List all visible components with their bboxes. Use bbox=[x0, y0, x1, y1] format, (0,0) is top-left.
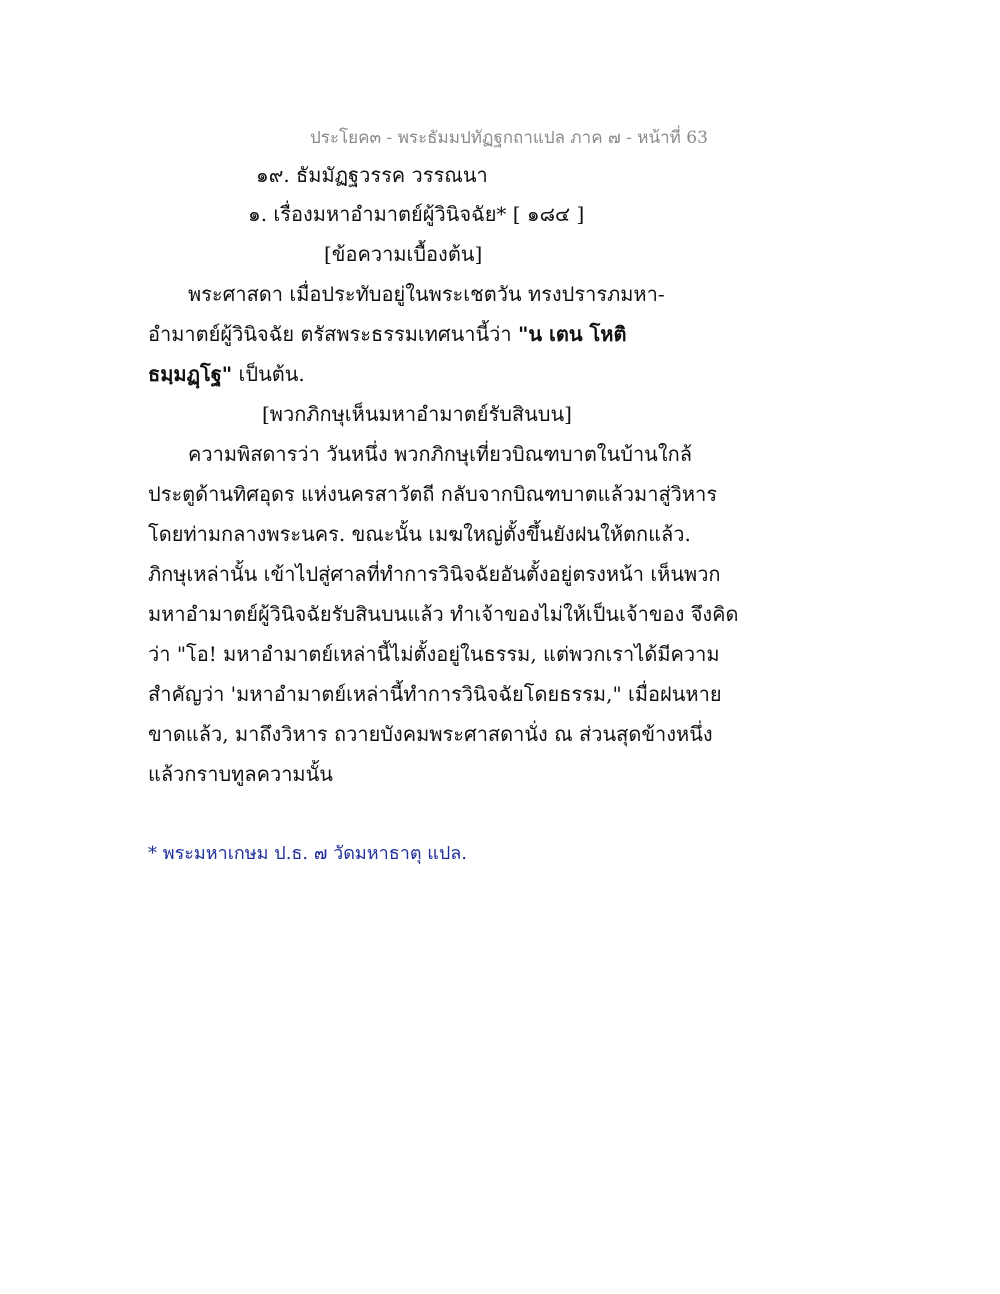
story-title: ๑. เรื่องมหาอำมาตย์ผู้วินิจฉัย* [ ๑๘๔ ] bbox=[248, 202, 585, 226]
page-header: ประโยค๓ - พระธัมมปทัฏฐกถาแปล ภาค ๗ - หน้าที่ 63 bbox=[310, 128, 708, 148]
paragraph-2-line: แล้วกราบทูลความนั้น bbox=[148, 762, 333, 786]
paragraph-text: เป็นต้น. bbox=[232, 362, 305, 386]
paragraph-2-line: ว่า "โอ! มหาอำมาตย์เหล่านี้ไม่ตั้งอยู่ในธรรม, แต่พวกเราได้มีความ bbox=[148, 642, 720, 666]
paragraph-1-line-1: พระศาสดา เมื่อประทับอยู่ในพระเชตวัน ทรงปรารภมหา- bbox=[188, 282, 665, 306]
subheading-intro: [ข้อความเบื้องต้น] bbox=[324, 242, 483, 266]
paragraph-2-line: มหาอำมาตย์ผู้วินิจฉัยรับสินบนแล้ว ทำเจ้าของไม่ให้เป็นเจ้าของ จึงคิด bbox=[148, 602, 739, 626]
paragraph-2-line: ประตูด้านทิศอุดร แห่งนครสาวัตถี กลับจากบิณฑบาตแล้วมาสู่วิหาร bbox=[148, 482, 718, 506]
chapter-title: ๑๙. ธัมมัฏฐวรรค วรรณนา bbox=[256, 163, 488, 187]
paragraph-1-line-2 bbox=[148, 322, 626, 346]
paragraph-2-line: โดยท่ามกลางพระนคร. ขณะนั้น เมฆใหญ่ตั้งขึ้นยังฝนให้ตกแล้ว. bbox=[148, 522, 691, 546]
paragraph-2-line: สำคัญว่า 'มหาอำมาตย์เหล่านี้ทำการวินิจฉัยโดยธรรม," เมื่อฝนหาย bbox=[148, 682, 722, 706]
paragraph-text: อำมาตย์ผู้วินิจฉัย ตรัสพระธรรมเทศนานี้ว่า bbox=[148, 322, 518, 346]
pali-quote: ธมฺมฏฺโฐ" bbox=[148, 362, 233, 386]
paragraph-1-line-3 bbox=[148, 362, 305, 386]
footnote: * พระมหาเกษม ป.ธ. ๗ วัดมหาธาตุ แปล. bbox=[148, 843, 468, 864]
pali-quote: "น เตน โหติ bbox=[518, 322, 627, 346]
paragraph-2-line: ภิกษุเหล่านั้น เข้าไปสู่ศาลที่ทำการวินิจฉัยอันตั้งอยู่ตรงหน้า เห็นพวก bbox=[148, 562, 721, 586]
subheading-monks-see: [พวกภิกษุเห็นมหาอำมาตย์รับสินบน] bbox=[262, 402, 572, 426]
paragraph-2-line: ขาดแล้ว, มาถึงวิหาร ถวายบังคมพระศาสดานั่ง ณ ส่วนสุดข้างหนึ่ง bbox=[148, 722, 713, 746]
paragraph-2-line: ความพิสดารว่า วันหนึ่ง พวกภิกษุเที่ยวบิณฑบาตในบ้านใกล้ bbox=[188, 442, 692, 466]
